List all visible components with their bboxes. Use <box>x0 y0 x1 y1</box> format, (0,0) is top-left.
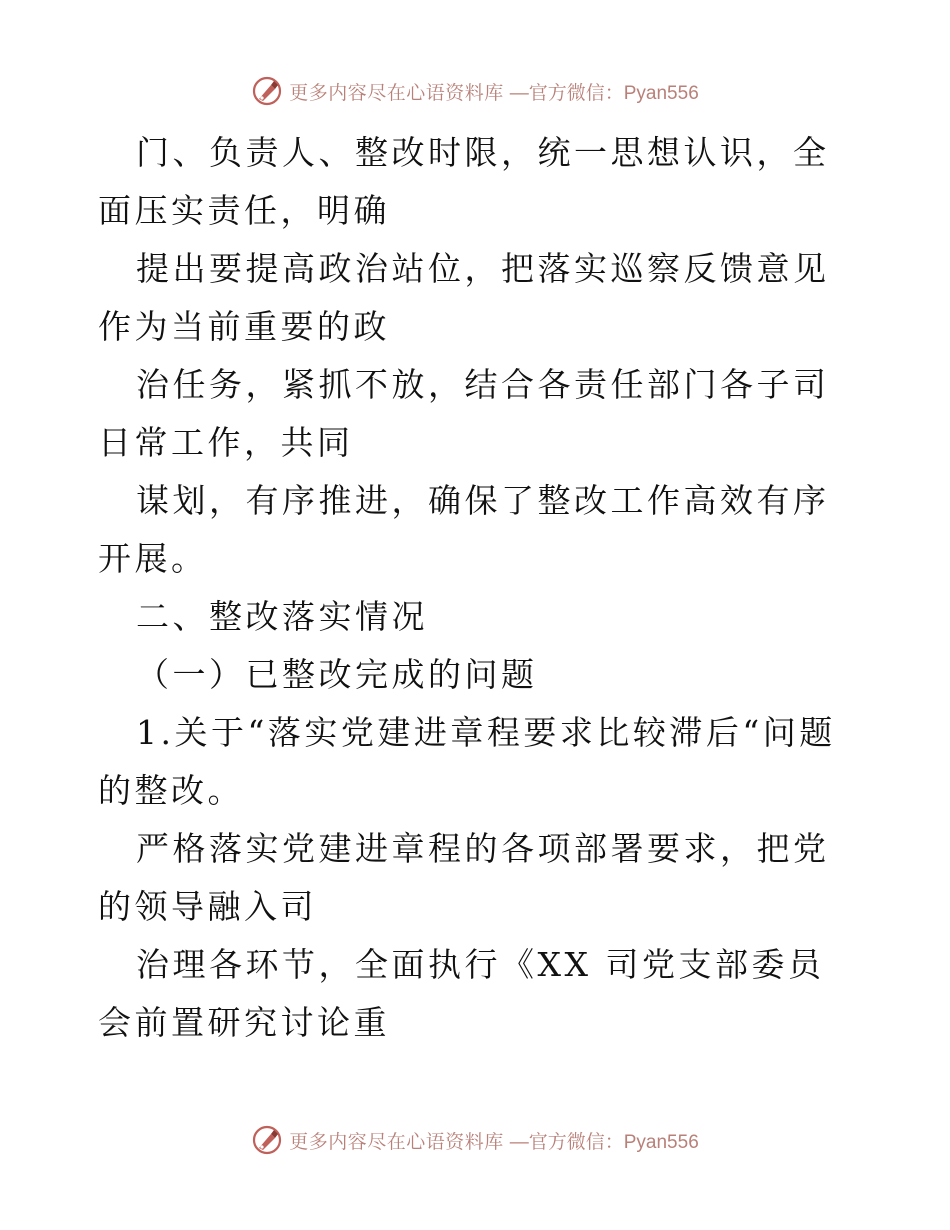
paragraph: 治任务，紧抓不放，结合各责任部门各子司日常工作，共同 <box>98 365 830 462</box>
section-heading: 二、整改落实情况 <box>136 597 428 636</box>
item-heading: 1.关于“落实党建进章程要求比较滞后“问题的整改。 <box>98 713 836 810</box>
paragraph: 提出要提高政治站位，把落实巡察反馈意见作为当前重要的政 <box>98 249 830 346</box>
subsection-heading: （一）已整改完成的问题 <box>136 655 538 694</box>
pen-circle-icon <box>251 1124 283 1156</box>
paragraph: 严格落实党建进章程的各项部署要求，把党的领导融入司 <box>98 829 830 926</box>
paragraph: 门、负责人、整改时限，统一思想认识，全面压实责任，明确 <box>98 133 830 230</box>
watermark-main-text: 更多内容尽在心语资料库 <box>289 1130 504 1153</box>
watermark-side-text: —官方微信：Pyan556 <box>509 82 699 104</box>
document-body <box>98 124 858 1052</box>
pen-circle-icon <box>251 75 283 107</box>
watermark-main-text: 更多内容尽在心语资料库 <box>289 81 504 104</box>
header-watermark <box>0 71 950 111</box>
paragraph: 谋划，有序推进，确保了整改工作高效有序开展。 <box>98 481 830 578</box>
paragraph: 治理各环节，全面执行《XX 司党支部委员会前置研究讨论重 <box>98 945 825 1042</box>
footer-watermark <box>0 1120 950 1160</box>
watermark-side-text: —官方微信：Pyan556 <box>509 1131 699 1153</box>
